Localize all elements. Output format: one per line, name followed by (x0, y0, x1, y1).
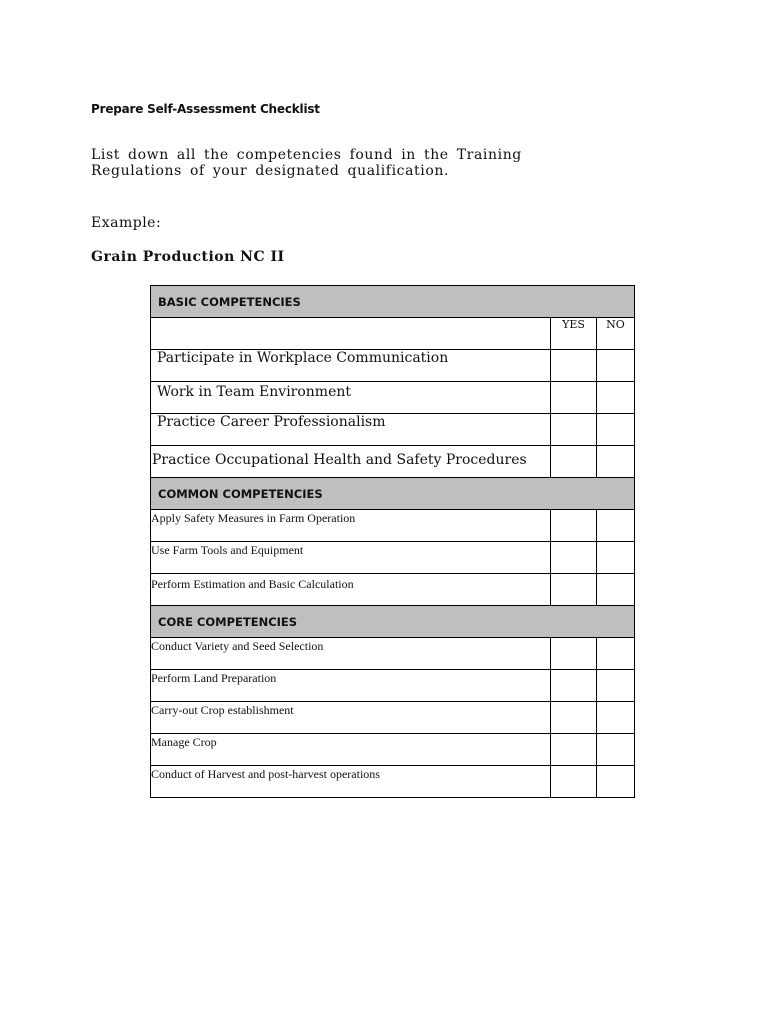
competency-cell (151, 350, 551, 382)
table-row (151, 638, 635, 670)
document-heading: Prepare Self-Assessment Checklist (91, 102, 320, 116)
table-row (151, 734, 635, 766)
yes-checkbox-cell[interactable] (551, 350, 597, 382)
table-row (151, 510, 635, 542)
section-header-basic (151, 286, 635, 318)
table-row (151, 766, 635, 798)
example-label: Example: (91, 215, 162, 231)
no-checkbox-cell[interactable] (597, 702, 635, 734)
no-checkbox-cell[interactable] (597, 766, 635, 798)
yes-checkbox-cell[interactable] (551, 766, 597, 798)
no-checkbox-cell[interactable] (597, 574, 635, 606)
no-checkbox-cell[interactable] (597, 382, 635, 414)
yes-checkbox-cell[interactable] (551, 510, 597, 542)
table-row (151, 542, 635, 574)
no-checkbox-cell[interactable] (597, 638, 635, 670)
competency-cell (151, 670, 551, 702)
competency-label: Use Farm Tools and Equipment (151, 543, 304, 557)
yes-checkbox-cell[interactable] (551, 670, 597, 702)
competency-label: Perform Estimation and Basic Calculation (151, 577, 354, 591)
section-title-common: COMMON COMPETENCIES (151, 478, 635, 510)
competency-label: Work in Team Environment (157, 384, 352, 400)
no-column-header: NO (597, 318, 635, 350)
table-row (151, 446, 635, 478)
yes-checkbox-cell[interactable] (551, 542, 597, 574)
table-row (151, 670, 635, 702)
section-title-core: CORE COMPETENCIES (151, 606, 635, 638)
no-checkbox-cell[interactable] (597, 350, 635, 382)
table-row (151, 350, 635, 382)
yes-checkbox-cell[interactable] (551, 414, 597, 446)
competency-cell (151, 414, 551, 446)
competency-label: Carry-out Crop establishment (151, 703, 294, 717)
competency-cell (151, 574, 551, 606)
section-header-common (151, 478, 635, 510)
yes-column-header: YES (551, 318, 597, 350)
table-row (151, 702, 635, 734)
yes-checkbox-cell[interactable] (551, 702, 597, 734)
self-assessment-checklist-table (150, 285, 635, 798)
competency-label: Apply Safety Measures in Farm Operation (151, 511, 356, 525)
no-checkbox-cell[interactable] (597, 542, 635, 574)
yes-checkbox-cell[interactable] (551, 382, 597, 414)
competency-cell (151, 734, 551, 766)
competency-cell (151, 766, 551, 798)
table-row (151, 414, 635, 446)
competency-cell (151, 542, 551, 574)
competency-label: Manage Crop (151, 735, 217, 749)
table-row (151, 574, 635, 606)
section-title-basic: BASIC COMPETENCIES (151, 286, 635, 318)
yes-checkbox-cell[interactable] (551, 734, 597, 766)
no-checkbox-cell[interactable] (597, 670, 635, 702)
competency-column-header (151, 318, 551, 350)
competency-cell (151, 510, 551, 542)
no-checkbox-cell[interactable] (597, 446, 635, 478)
table-row (151, 382, 635, 414)
qualification-title: Grain Production NC II (91, 249, 285, 265)
no-checkbox-cell[interactable] (597, 510, 635, 542)
competency-label: Perform Land Preparation (151, 671, 277, 685)
yes-checkbox-cell[interactable] (551, 638, 597, 670)
yes-checkbox-cell[interactable] (551, 446, 597, 478)
competency-cell (151, 638, 551, 670)
no-checkbox-cell[interactable] (597, 734, 635, 766)
no-checkbox-cell[interactable] (597, 414, 635, 446)
competency-label: Practice Career Professionalism (157, 414, 386, 430)
competency-label: Participate in Workplace Communication (157, 350, 449, 366)
competency-label: Practice Occupational Health and Safety Procedures (152, 452, 527, 468)
yes-checkbox-cell[interactable] (551, 574, 597, 606)
section-header-core (151, 606, 635, 638)
instructions-text: List down all the competencies found in the Training Regulations of your designated qualification. (91, 147, 522, 179)
column-header-row (151, 318, 635, 350)
competency-label: Conduct of Harvest and post-harvest operations (151, 767, 380, 781)
competency-cell (151, 382, 551, 414)
competency-label: Conduct Variety and Seed Selection (151, 639, 324, 653)
competency-cell (151, 446, 551, 478)
competency-cell (151, 702, 551, 734)
